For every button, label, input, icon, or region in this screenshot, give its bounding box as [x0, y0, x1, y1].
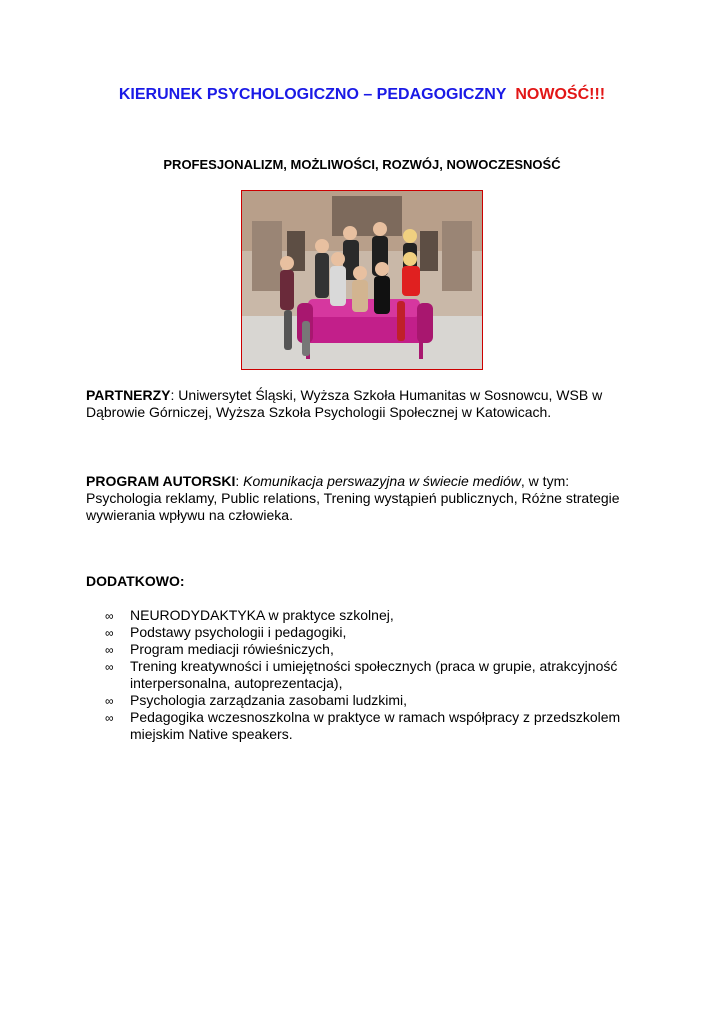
list-item-text: Program mediacji rówieśniczych,: [130, 641, 334, 657]
infinity-bullet-icon: ∞: [105, 626, 114, 640]
program-separator: :: [235, 473, 244, 489]
list-item-text: NEURODYDAKTYKA w praktyce szkolnej,: [130, 607, 394, 623]
list-item-text: Podstawy psychologii i pedagogiki,: [130, 624, 347, 640]
program-label: PROGRAM AUTORSKI: [86, 473, 236, 489]
list-item: [105, 624, 625, 641]
list-item: [105, 607, 625, 624]
group-photo: [241, 190, 483, 370]
infinity-bullet-icon: ∞: [105, 643, 114, 657]
title-main: KIERUNEK PSYCHOLOGICZNO – PEDAGOGICZNY: [118, 86, 507, 103]
list-item: [105, 692, 625, 709]
title-new-badge: NOWOŚĆ!!!: [515, 86, 606, 103]
group-photo-illustration: [242, 191, 482, 369]
subtitle: PROFESJONALIZM, MOŻLIWOŚCI, ROZWÓJ, NOWOCZESNOŚĆ: [163, 157, 561, 172]
page-title: [0, 86, 724, 104]
program-title: Komunikacja perswazyjna w świecie mediów: [243, 473, 521, 489]
infinity-bullet-icon: ∞: [105, 660, 114, 674]
program-text: , w tym: Psychologia reklamy, Public relations, Trening wystąpień publicznych, Różne strategie wywierania wpływu na człowieka.: [86, 473, 620, 523]
infinity-bullet-icon: ∞: [105, 694, 114, 708]
extra-list: [105, 607, 625, 743]
extra-heading: DODATKOWO:: [86, 573, 185, 589]
list-item: [105, 641, 625, 658]
list-item: [105, 709, 625, 743]
partners-label: PARTNERZY: [86, 387, 171, 403]
list-item: [105, 658, 625, 692]
infinity-bullet-icon: ∞: [105, 609, 114, 623]
list-item-text: Pedagogika wczesnoszkolna w praktyce w ramach współpracy z przedszkolem miejskim Native speakers.: [130, 709, 621, 742]
list-item-text: Trening kreatywności i umiejętności społecznych (praca w grupie, atrakcyjność interpersonalna, autoprezentacja),: [130, 658, 618, 691]
list-item-text: Psychologia zarządzania zasobami ludzkimi,: [130, 692, 408, 708]
partners-paragraph: [86, 387, 646, 421]
partners-text: : Uniwersytet Śląski, Wyższa Szkoła Humanitas w Sosnowcu, WSB w Dąbrowie Górniczej, Wyższa Szkoła Psychologii Społecznej w Katowicach.: [86, 387, 603, 420]
infinity-bullet-icon: ∞: [105, 711, 114, 725]
program-paragraph: [86, 473, 646, 524]
